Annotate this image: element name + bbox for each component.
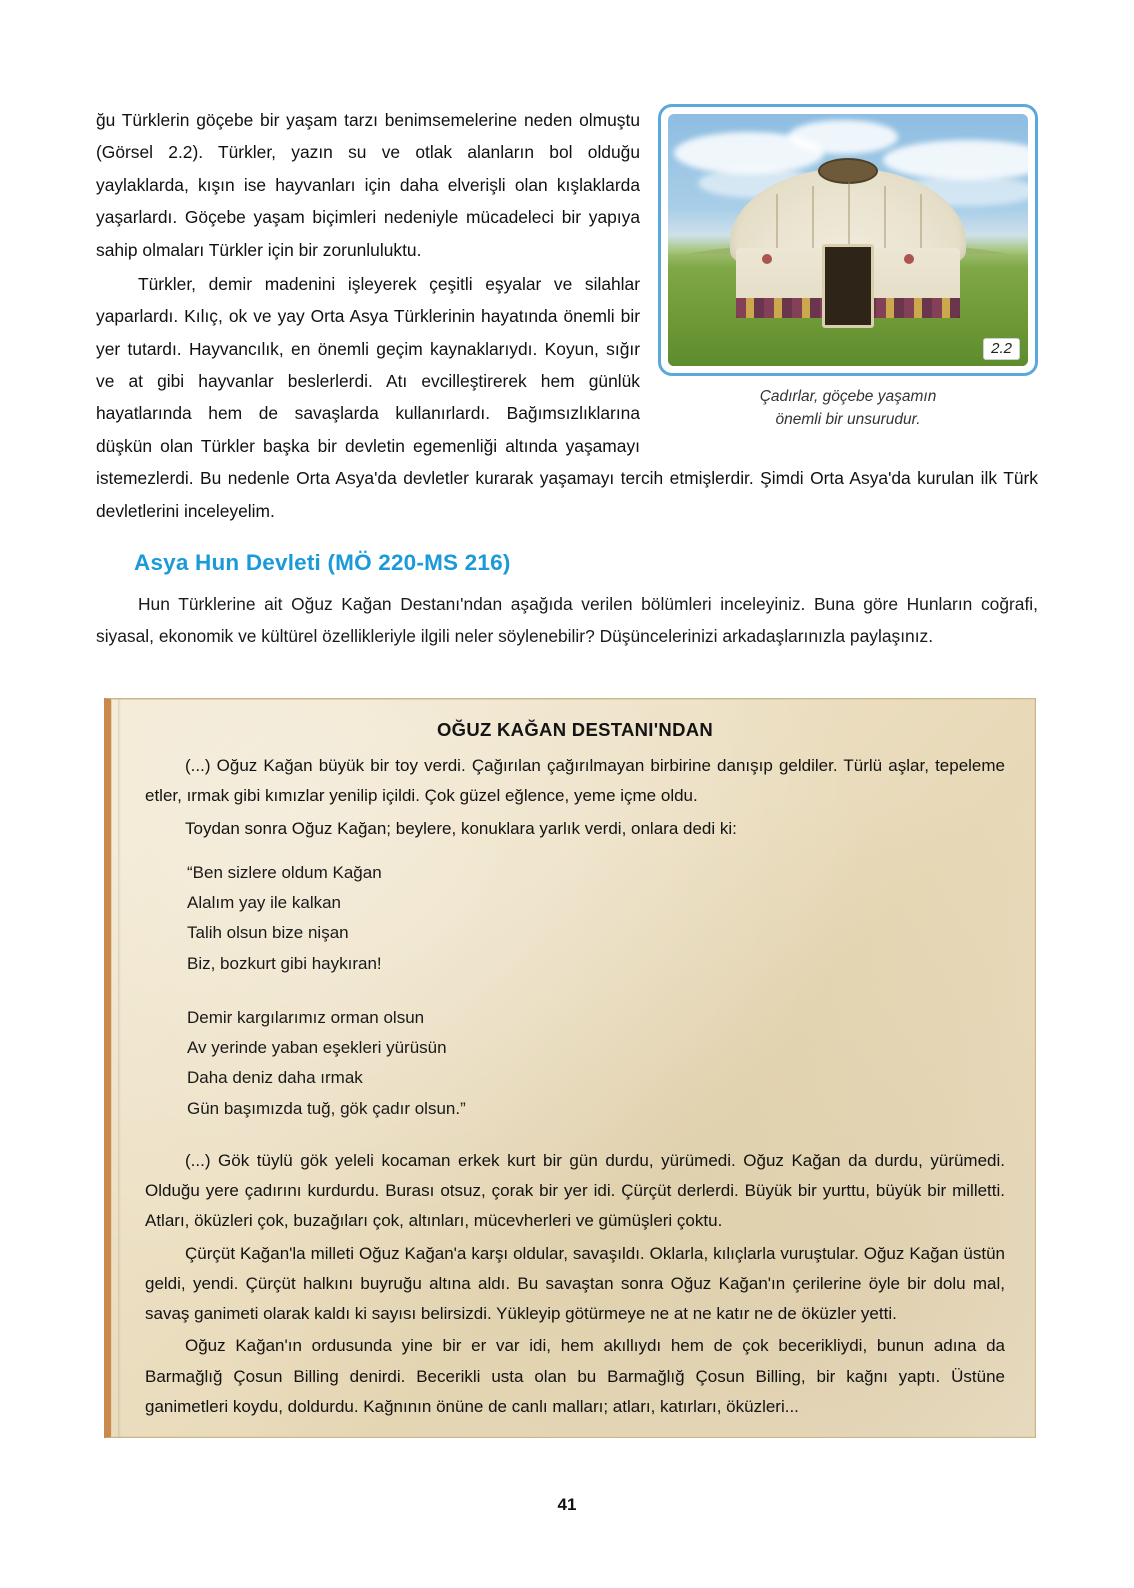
figure-block <box>658 104 1038 432</box>
verse-line: Biz, bozkurt gibi haykıran! <box>187 953 382 973</box>
verse-line: Daha deniz daha ırmak <box>187 1068 363 1088</box>
excerpt-paragraph-4: Çürçüt Kağan'la milleti Oğuz Kağan'a karşı oldular, savaşıldı. Oklarla, kılıçlarla vuruştular. Oğuz Kağan üstün geldi, yendi. Çürçüt halkını buyruğu altına aldı. Bu savaştan sonra Oğuz Kağan'ın çerilerine öyle bir dolu mal, savaş ganimeti olarak kaldı ki sayısı belirsizdi. Yükleyip götürmeye ne at ne katır ne de öküzler yetti. <box>145 1243 1005 1323</box>
ornament-icon <box>762 254 772 264</box>
yurt-photograph <box>668 114 1028 366</box>
figure-frame <box>658 104 1038 376</box>
verse-line: Gün başımızda tuğ, gök çadır olsun.” <box>187 1098 466 1118</box>
yurt-rib <box>848 182 850 252</box>
page-number: 41 <box>557 1495 577 1514</box>
excerpt-box <box>104 698 1036 1438</box>
verse-line: Demir kargılarımız orman olsun <box>187 1007 425 1027</box>
excerpt-paragraph-2: Toydan sonra Oğuz Kağan; beylere, konuklara yarlık verdi, onlara dedi ki: <box>185 818 737 838</box>
figure-caption-line-2: önemli bir unsurudur. <box>775 411 921 429</box>
yurt-rib <box>812 186 814 252</box>
yurt-rib <box>776 194 778 252</box>
spacer <box>145 1124 1005 1146</box>
section-intro-paragraph: Hun Türklerine ait Oğuz Kağan Destanı'ndan aşağıda verilen bölümleri inceleyiniz. Buna göre Hunların coğrafi, siyasal, ekonomik ve kültürel özellikleriyle ilgili neler söylenebilir? Düşüncelerinizi arkadaşlarınızla paylaşınız. <box>96 594 1038 647</box>
excerpt-verse-2 <box>187 1003 1005 1124</box>
verse-line: Talih olsun bize nişan <box>187 923 349 943</box>
verse-line: “Ben sizlere oldum Kağan <box>187 862 382 882</box>
excerpt-paragraph-3: (...) Gök tüylü gök yeleli kocaman erkek kurt bir gün durdu, yürümedi. Oğuz Kağan da durdu, yürümedi. Olduğu yere çadırını kurdurdu. Burası otsuz, çorak bir yer idi. Çürçüt derlerdi. Büyük bir yurttu, büyük bir milletti. Atları, öküzleri çok, buzağıları çok, altınları, mücevherleri ve gümüşleri çoktu. <box>145 1150 1005 1231</box>
intro-paragraph-2: Türkler, demir madenini işleyerek çeşitli eşyalar ve silahlar yaparlardı. Kılıç, ok ve yay Orta Asya Türklerinin hayatında önemli bir yer tutardı. Hayvancılık, en önemli geçim kaynaklarıydı. Koyun, sığır ve at gibi hayvanlar beslerlerdi. Atı evcilleştirerek hem günlük hayatlarında hem de savaşlarda kullanırlardı. Bağımsızlıklarına düşkün olan Türkler başka bir devletin egemenliği altında yaşamayı istemezlerdi. Bu nedenle Orta Asya'da devletler kurarak yaşamayı tercih etmişlerdir. Şimdi Orta Asya'da kurulan ilk Türk devletlerini inceleyelim. <box>96 273 1038 521</box>
figure-caption-line-1: Çadırlar, göçebe yaşamın <box>759 388 937 405</box>
excerpt-paragraph-5: Oğuz Kağan'ın ordusunda yine bir er var idi, hem akıllıydı hem de çok becerikliydi, bunun adına da Barmağlığ Çosun Billing denirdi. Becerikli usta olan bu Barmağlığ Çosun Billing, bir kağnı yaptı. Üstüne ganimetleri koydu, doldurdu. Kağnının önüne de canlı malları; atları, katırları, öküzleri... <box>145 1336 1005 1416</box>
top-content-area <box>96 104 1038 527</box>
excerpt-title: OĞUZ KAĞAN DESTANI'NDAN <box>436 719 714 740</box>
yurt-rib <box>884 186 886 252</box>
yurt-door <box>822 244 874 328</box>
figure-number: 2.2 <box>983 338 1020 360</box>
ornament-icon <box>904 254 914 264</box>
cloud-icon <box>788 120 898 154</box>
yurt-rib <box>920 194 922 252</box>
excerpt-verse-1 <box>187 858 1005 979</box>
yurt-crown <box>818 158 878 184</box>
yurt-illustration <box>730 168 966 328</box>
excerpt-paragraph-1: (...) Oğuz Kağan büyük bir toy verdi. Çağırılan çağırılmayan birbirine danışıp geldiler. Türlü aşlar, tepeleme etler, ırmak gibi kımızlar yenilip içildi. Çok güzel eğlence, yeme içme oldu. <box>145 756 1005 806</box>
intro-paragraph-1: ğu Türklerin göçebe bir yaşam tarzı benimsemelerine neden olmuştu (Görsel 2.2). Türkler, yazın su ve otlak alanların bol olduğu yaylaklarda, kışın ise hayvanları için daha elverişli olan kışlaklarda yaşarlardı. Göçebe yaşam biçimleri nedeniyle mücadeleci bir yapıya sahip olmaları Türkler için bir zorunluluktu. <box>96 110 640 260</box>
figure-caption <box>658 385 1038 432</box>
section-title: Asya Hun Devleti (MÖ 220-MS 216) <box>134 550 511 575</box>
verse-line: Av yerinde yaban eşekleri yürüsün <box>187 1038 447 1057</box>
verse-line: Alalım yay ile kalkan <box>187 893 342 912</box>
